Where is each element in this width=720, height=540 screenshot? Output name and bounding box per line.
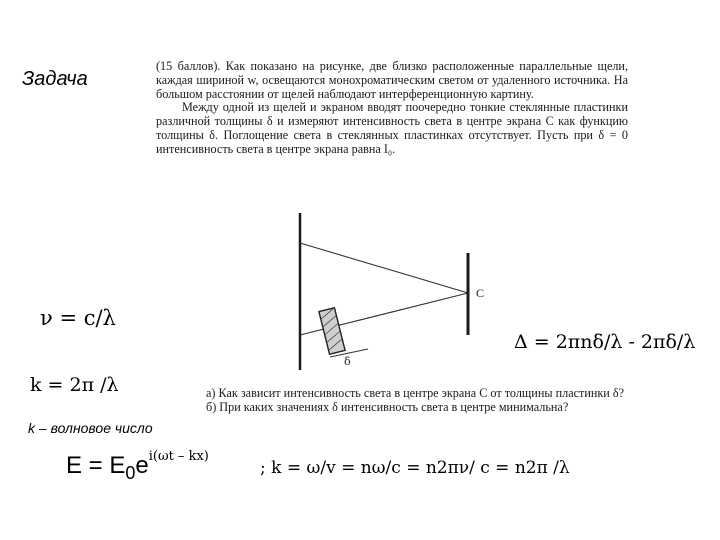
- frequency-formula: ν = c/λ: [40, 306, 116, 330]
- questions: [206, 387, 630, 414]
- question-a: а) Как зависит интенсивность света в центре экрана С от толщины пластинки δ?: [206, 386, 625, 400]
- task-heading: Задача: [22, 68, 88, 90]
- problem-body: Между одной из щелей и экраном вводят поочередно тонкие стеклянные пластинки различной толщины δ и измеряют интенсивность света в центре экрана С как функцию толщины δ. Поглощение света в стеклянных пластинках отсутствует. Пусть при δ = 0 интенсивность света в центре экрана равна I₀.: [156, 100, 628, 156]
- double-slit-diagram: [280, 205, 500, 375]
- question-b: б) При каких значениях δ интенсивность света в центре минимальна?: [206, 399, 569, 414]
- path-difference-formula: Δ = 2πnδ/λ - 2πδ/λ: [514, 331, 696, 353]
- ray-top: [300, 243, 468, 293]
- screen-label: С: [476, 286, 485, 300]
- plate-label: δ: [344, 355, 351, 368]
- glass-plate: [319, 308, 345, 355]
- dispersion-relation: ; k = ω/v = nω/c = n2πν/ c = n2π /λ: [260, 458, 570, 478]
- wave-sub: 0: [125, 462, 136, 483]
- wave-equation: $E = E_0e^{i(\omega t - kx)}$: [66, 449, 209, 483]
- problem-statement: [156, 60, 628, 157]
- problem-intro: (15 баллов). Как показано на рисунке, две близко расположенные параллельные щели, каждая шириной w, освещаются монохроматическим светом от удаленного источника. На большом расстоянии от щелей наблюдают интерференционную картину.: [156, 59, 628, 101]
- wave-number-note: k – волновое число: [28, 420, 153, 436]
- wave-exponent: i(ωt – kx): [148, 449, 209, 464]
- wave-number-formula: k = 2π /λ: [30, 374, 119, 396]
